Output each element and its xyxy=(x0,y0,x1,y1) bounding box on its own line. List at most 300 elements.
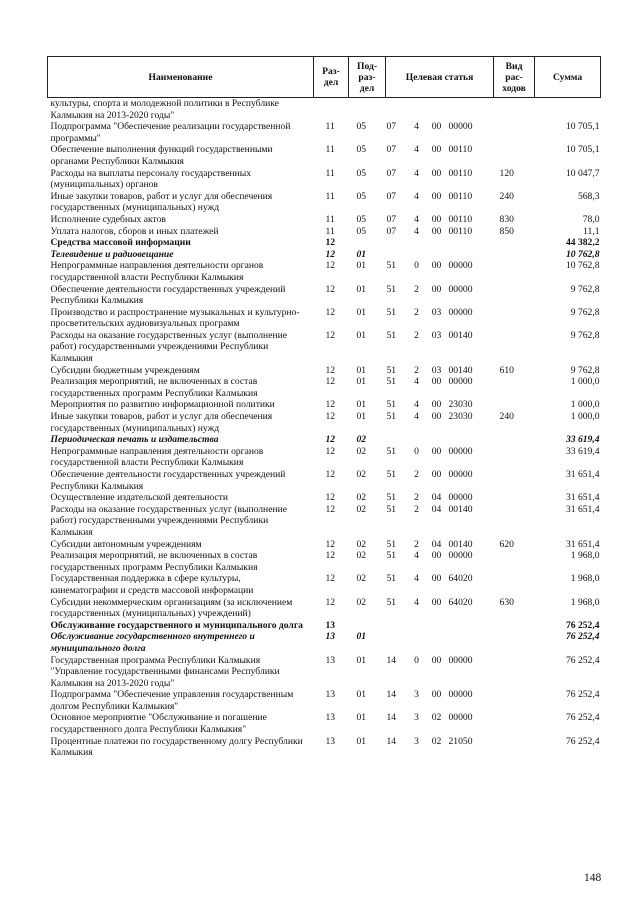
row-target-subprogram xyxy=(408,631,426,654)
table-row xyxy=(48,399,601,411)
row-name: Осуществление издательской деятельности xyxy=(50,492,229,504)
row-sum: 11,1 xyxy=(583,225,600,237)
row-target-subprogram: 4 xyxy=(414,213,419,225)
row-target-subprogram: 4 xyxy=(414,121,419,133)
row-name: Государственная поддержка в сфере культуры, кинематографии и средств массовой информации xyxy=(50,573,254,596)
row-target-program: 51 xyxy=(386,399,397,411)
row-sum: 10 047,7 xyxy=(565,167,600,179)
row-subsection: 01 xyxy=(356,631,367,643)
row-subsection: 05 xyxy=(356,144,367,156)
budget-table xyxy=(47,56,601,759)
row-section: 12 xyxy=(325,364,336,376)
row-subsection xyxy=(349,98,386,122)
row-subsection: 01 xyxy=(356,654,367,666)
table-row xyxy=(48,376,601,399)
row-subsection: 01 xyxy=(356,411,367,423)
row-name: Иные закупки товаров, работ и услуг для обеспечения государственных (муниципальных) нужд xyxy=(50,190,273,214)
row-target-event: 02 xyxy=(431,712,442,724)
row-target-direction: 00110 xyxy=(448,144,473,156)
row-target-subprogram: 2 xyxy=(414,329,419,341)
row-section: 12 xyxy=(325,248,336,260)
table-row xyxy=(48,736,601,759)
row-expense-type: 610 xyxy=(499,364,514,376)
row-name: Основное мероприятие "Обслуживание и погашение государственного долга Республики Калмыкия" xyxy=(50,712,267,736)
row-target-direction: 00000 xyxy=(448,260,473,272)
table-row xyxy=(48,98,601,122)
row-expense-type xyxy=(494,631,535,654)
row-target-program: 51 xyxy=(386,469,397,480)
row-target-subprogram xyxy=(408,434,426,446)
row-subsection: 02 xyxy=(356,538,367,550)
row-target-event xyxy=(426,631,448,654)
row-target-event: 00 xyxy=(431,167,442,179)
row-section: 12 xyxy=(325,260,336,272)
row-expense-type: 630 xyxy=(499,596,514,608)
row-target-direction: 00000 xyxy=(448,492,473,504)
row-subsection: 02 xyxy=(356,469,367,480)
row-target-direction: 00000 xyxy=(448,712,473,724)
row-target-event: 00 xyxy=(431,144,442,156)
row-name: Обеспечение деятельности государственных учреждений Республики Калмыкия xyxy=(50,283,286,307)
row-section: 11 xyxy=(325,121,335,133)
header-name: Наименование xyxy=(48,57,314,98)
row-target-direction: 00000 xyxy=(448,121,473,133)
row-target-program: 07 xyxy=(386,144,397,156)
table-row xyxy=(48,191,601,214)
row-target-direction: 00000 xyxy=(448,689,473,701)
row-sum: 76 252,4 xyxy=(565,654,600,666)
row-expense-type xyxy=(494,712,535,735)
page-number: 148 xyxy=(584,872,602,884)
row-target-subprogram xyxy=(408,249,426,261)
row-target-direction: 00110 xyxy=(448,167,473,179)
row-target-subprogram: 4 xyxy=(414,573,419,585)
row-section: 12 xyxy=(325,283,336,295)
row-target-direction: 00110 xyxy=(448,190,473,202)
row-sum: 1 968,0 xyxy=(570,550,600,562)
table-body xyxy=(48,98,601,759)
row-name: Расходы на оказание государственных услуг (выполнение работ) государственными учреждениями Республики Калмыкия xyxy=(50,503,287,538)
row-section: 13 xyxy=(325,712,336,724)
row-target-program: 51 xyxy=(386,329,397,341)
row-target-event: 04 xyxy=(431,538,442,550)
row-target-subprogram: 4 xyxy=(414,225,419,237)
row-target-direction: 00140 xyxy=(448,329,473,341)
row-sum: 33 619,4 xyxy=(565,434,600,446)
row-target-event: 04 xyxy=(431,492,442,504)
row-target-event: 00 xyxy=(431,550,442,562)
row-target-direction xyxy=(448,249,494,261)
row-target-subprogram: 3 xyxy=(414,735,419,747)
table-row xyxy=(48,121,601,144)
row-subsection: 02 xyxy=(356,550,367,562)
row-subsection: 05 xyxy=(356,213,367,225)
row-subsection: 01 xyxy=(356,735,367,747)
row-section xyxy=(314,98,349,122)
row-sum: 9 762,8 xyxy=(570,306,600,318)
row-subsection: 02 xyxy=(356,573,367,585)
row-expense-type: 830 xyxy=(499,213,514,225)
row-subsection xyxy=(349,237,386,249)
row-expense-type xyxy=(494,689,535,712)
row-sum: 76 252,4 xyxy=(565,689,600,701)
row-name: Субсидии бюджетным учреждениям xyxy=(50,364,200,376)
row-section: 12 xyxy=(325,573,336,585)
row-target-direction: 64020 xyxy=(448,573,473,585)
row-expense-type xyxy=(494,492,535,504)
row-target-subprogram: 2 xyxy=(414,538,419,550)
row-name: Мероприятия по развитию информационной политики xyxy=(50,399,275,411)
table-row xyxy=(48,284,601,307)
row-section: 12 xyxy=(325,306,336,318)
table-row xyxy=(48,631,601,654)
row-expense-type xyxy=(494,376,535,399)
row-target-direction xyxy=(448,434,494,446)
table-row xyxy=(48,469,601,492)
row-target-subprogram: 2 xyxy=(414,492,419,504)
row-target-program xyxy=(386,631,408,654)
row-target-direction: 00140 xyxy=(448,538,473,550)
row-target-event: 00 xyxy=(431,654,442,666)
row-target-direction: 00000 xyxy=(448,306,473,318)
row-section: 11 xyxy=(325,213,335,225)
row-sum: 10 705,1 xyxy=(565,121,600,133)
row-target-event: 00 xyxy=(431,411,442,423)
row-target-event: 03 xyxy=(431,306,442,318)
row-target-event: 04 xyxy=(431,503,442,515)
row-name: Реализация мероприятий, не включенных в состав государственных программ Республики Калмыкия xyxy=(50,550,258,573)
row-name: Субсидии автономным учреждениям xyxy=(50,538,202,550)
row-target-event xyxy=(426,98,448,122)
row-target-event: 00 xyxy=(431,213,442,225)
row-section: 11 xyxy=(325,167,335,179)
table-row xyxy=(48,597,601,620)
row-sum: 31 651,4 xyxy=(565,538,600,550)
row-target-direction: 00000 xyxy=(448,445,473,457)
row-sum: 1 968,0 xyxy=(570,596,600,608)
row-subsection: 01 xyxy=(356,712,367,724)
budget-table-page xyxy=(47,56,600,759)
row-name: культуры, спорта и молодежной политики в Республике Калмыкия на 2013-2020 годы" xyxy=(50,98,279,121)
row-target-event: 00 xyxy=(431,469,442,480)
row-target-subprogram: 4 xyxy=(414,399,419,411)
row-subsection: 05 xyxy=(356,121,367,133)
row-target-event: 00 xyxy=(431,225,442,237)
row-section: 12 xyxy=(325,550,336,562)
row-target-subprogram xyxy=(408,237,426,249)
row-target-direction: 00110 xyxy=(448,225,473,237)
row-subsection xyxy=(349,620,386,632)
row-subsection: 01 xyxy=(356,689,367,701)
row-name: Расходы на оказание государственных услуг (выполнение работ) государственными учреждениями Республики Калмыкия xyxy=(50,329,287,365)
row-section: 13 xyxy=(325,689,336,701)
row-target-event: 00 xyxy=(431,399,442,411)
row-target-event: 00 xyxy=(431,445,442,457)
row-subsection: 05 xyxy=(356,225,367,237)
row-target-event: 00 xyxy=(431,260,442,272)
row-subsection: 01 xyxy=(356,329,367,341)
row-expense-type xyxy=(494,260,535,283)
row-name: Процентные платежи по государственному долгу Республики Калмыкия xyxy=(50,735,303,759)
table-row xyxy=(48,446,601,469)
row-sum: 10 762,8 xyxy=(565,248,600,260)
table-row xyxy=(48,492,601,504)
row-section: 12 xyxy=(325,596,336,608)
row-target-direction xyxy=(448,631,494,654)
table-row xyxy=(48,434,601,446)
row-expense-type xyxy=(494,655,535,690)
row-section: 13 xyxy=(325,631,336,643)
row-target-program: 51 xyxy=(386,306,397,318)
row-name: Исполнение судебных актов xyxy=(50,213,166,225)
row-target-program: 14 xyxy=(386,735,397,747)
row-target-subprogram: 4 xyxy=(414,550,419,562)
row-expense-type xyxy=(494,469,535,492)
row-sum: 76 252,4 xyxy=(565,619,600,631)
table-row xyxy=(48,573,601,596)
row-sum: 9 762,8 xyxy=(570,329,600,341)
row-subsection: 02 xyxy=(356,503,367,515)
table-row xyxy=(48,144,601,167)
table-row xyxy=(48,249,601,261)
header-target-article: Целевая статья xyxy=(386,57,494,98)
row-sum: 568,3 xyxy=(577,190,600,202)
row-target-subprogram: 3 xyxy=(414,689,419,701)
row-expense-type xyxy=(494,550,535,573)
table-row xyxy=(48,655,601,690)
row-sum: 76 252,4 xyxy=(565,631,600,643)
row-target-event: 00 xyxy=(431,596,442,608)
row-name: Подпрограмма "Обеспечение управления государственным долгом Республики Калмыкия" xyxy=(50,689,294,712)
row-target-program: 51 xyxy=(386,573,397,585)
row-subsection: 01 xyxy=(356,376,367,388)
header-sum: Сумма xyxy=(535,57,601,98)
row-sum: 10 762,8 xyxy=(565,260,600,272)
row-expense-type xyxy=(494,399,535,411)
row-target-direction: 64020 xyxy=(448,596,473,608)
row-subsection: 01 xyxy=(356,283,367,295)
row-sum: 1 000,0 xyxy=(570,376,600,388)
row-sum: 31 651,4 xyxy=(565,469,600,480)
row-target-event: 00 xyxy=(431,121,442,133)
row-expense-type xyxy=(494,98,535,122)
row-target-subprogram: 2 xyxy=(414,364,419,376)
row-expense-type: 120 xyxy=(499,167,514,179)
row-name: Телевидение и радиовещание xyxy=(50,248,174,260)
row-name: Уплата налогов, сборов и иных платежей xyxy=(50,225,219,237)
row-target-subprogram: 2 xyxy=(414,306,419,318)
row-name: Непрограммные направления деятельности органов государственной власти Республики Калмыкия xyxy=(50,260,264,283)
row-sum: 44 382,2 xyxy=(565,237,600,249)
row-subsection: 02 xyxy=(356,434,367,446)
table-row xyxy=(48,550,601,573)
header-section: Раз- дел xyxy=(314,57,349,98)
row-target-subprogram: 2 xyxy=(414,283,419,295)
row-section: 12 xyxy=(325,503,336,515)
table-row xyxy=(48,689,601,712)
table-row xyxy=(48,237,601,249)
row-expense-type: 240 xyxy=(499,411,514,423)
row-target-direction: 00000 xyxy=(448,550,473,562)
row-subsection: 05 xyxy=(356,167,367,179)
row-target-program: 51 xyxy=(386,411,397,423)
row-target-program: 51 xyxy=(386,550,397,562)
row-expense-type xyxy=(494,249,535,261)
row-target-program xyxy=(386,434,408,446)
row-target-subprogram: 2 xyxy=(414,503,419,515)
row-target-program: 07 xyxy=(386,213,397,225)
row-subsection: 01 xyxy=(356,399,367,411)
row-sum: 1 968,0 xyxy=(570,573,600,585)
row-subsection: 01 xyxy=(356,364,367,376)
row-target-event xyxy=(426,237,448,249)
row-name: Иные закупки товаров, работ и услуг для обеспечения государственных (муниципальных) нужд xyxy=(50,411,273,434)
row-target-subprogram xyxy=(408,620,426,632)
row-sum: 9 762,8 xyxy=(570,283,600,295)
row-target-event xyxy=(426,249,448,261)
row-name: Расходы на выплаты персоналу государственных (муниципальных) органов xyxy=(50,167,252,191)
row-target-direction: 00000 xyxy=(448,283,473,295)
row-expense-type: 620 xyxy=(499,538,514,550)
row-sum: 31 651,4 xyxy=(565,503,600,515)
row-sum: 1 000,0 xyxy=(570,399,600,411)
table-row xyxy=(48,168,601,191)
row-subsection: 02 xyxy=(356,445,367,457)
row-target-event: 03 xyxy=(431,364,442,376)
row-target-event xyxy=(426,434,448,446)
table-row xyxy=(48,330,601,365)
row-target-event: 03 xyxy=(431,329,442,341)
row-target-event: 00 xyxy=(431,376,442,388)
row-expense-type xyxy=(494,144,535,167)
row-name: Обслуживание государственного и муниципального долга xyxy=(50,619,303,631)
row-name: Непрограммные направления деятельности органов государственной власти Республики Калмыкия xyxy=(50,445,264,469)
row-name: Обеспечение выполнения функций государственными органами Республики Калмыкия xyxy=(50,144,273,167)
row-target-subprogram: 0 xyxy=(414,445,419,457)
row-sum: 9 762,8 xyxy=(570,364,600,376)
table-row xyxy=(48,504,601,539)
row-sum: 78,0 xyxy=(582,213,600,225)
table-row xyxy=(48,226,601,238)
row-target-subprogram: 0 xyxy=(414,654,419,666)
row-target-program: 07 xyxy=(386,121,397,133)
row-target-program: 51 xyxy=(386,283,397,295)
row-sum xyxy=(535,98,601,122)
row-target-program xyxy=(386,237,408,249)
row-target-subprogram: 2 xyxy=(414,469,419,480)
table-row xyxy=(48,214,601,226)
row-sum: 10 705,1 xyxy=(565,144,600,156)
row-sum: 76 252,4 xyxy=(565,735,600,747)
row-target-subprogram: 4 xyxy=(414,411,419,423)
row-sum: 76 252,4 xyxy=(565,712,600,724)
row-subsection: 05 xyxy=(356,190,367,202)
row-target-subprogram: 4 xyxy=(414,167,419,179)
row-subsection: 02 xyxy=(356,596,367,608)
row-target-direction: 00140 xyxy=(448,364,473,376)
row-target-event: 00 xyxy=(431,190,442,202)
row-target-subprogram: 4 xyxy=(414,596,419,608)
row-target-subprogram xyxy=(408,98,426,122)
row-target-event: 00 xyxy=(431,573,442,585)
row-sum: 31 651,4 xyxy=(565,492,600,504)
row-target-subprogram: 0 xyxy=(414,260,419,272)
table-row xyxy=(48,620,601,632)
row-target-event xyxy=(426,620,448,632)
row-target-program: 51 xyxy=(386,445,397,457)
row-name: Подпрограмма "Обеспечение реализации государственной программы" xyxy=(50,121,291,144)
row-target-direction xyxy=(448,620,494,632)
row-target-program: 51 xyxy=(386,596,397,608)
row-target-program xyxy=(386,98,408,122)
row-name: Обслуживание государственного внутреннего и муниципального долга xyxy=(50,631,255,654)
table-row xyxy=(48,365,601,377)
row-target-program: 07 xyxy=(386,167,397,179)
row-sum: 1 000,0 xyxy=(570,411,600,423)
row-target-program: 07 xyxy=(386,225,397,237)
row-section: 13 xyxy=(325,735,336,747)
row-target-program: 07 xyxy=(386,190,397,202)
row-expense-type xyxy=(494,573,535,596)
row-target-program: 14 xyxy=(386,689,397,701)
row-name: Обеспечение деятельности государственных учреждений Республики Калмыкия xyxy=(50,469,286,492)
row-expense-type xyxy=(494,121,535,144)
row-target-program: 51 xyxy=(386,503,397,515)
row-target-program: 51 xyxy=(386,260,397,272)
row-target-program: 51 xyxy=(386,376,397,388)
row-target-program: 51 xyxy=(386,492,397,504)
row-target-direction xyxy=(448,237,494,249)
row-section: 12 xyxy=(325,469,336,480)
row-target-direction: 00000 xyxy=(448,469,473,480)
row-target-direction: 23030 xyxy=(448,411,473,423)
row-expense-type xyxy=(494,330,535,365)
row-name: Средства массовой информации xyxy=(50,237,191,249)
row-section: 12 xyxy=(325,399,336,411)
row-target-direction xyxy=(448,98,494,122)
table-header xyxy=(48,57,601,98)
row-expense-type xyxy=(494,620,535,632)
row-section: 12 xyxy=(325,434,336,446)
row-subsection: 02 xyxy=(356,492,367,504)
row-sum: 33 619,4 xyxy=(565,445,600,457)
table-row xyxy=(48,260,601,283)
row-target-program: 51 xyxy=(386,364,397,376)
row-target-event: 02 xyxy=(431,735,442,747)
row-target-direction: 00000 xyxy=(448,654,473,666)
row-section: 12 xyxy=(325,411,336,423)
row-section: 12 xyxy=(325,376,336,388)
row-target-subprogram: 4 xyxy=(414,144,419,156)
row-target-direction: 21050 xyxy=(448,735,473,747)
row-expense-type: 850 xyxy=(499,225,514,237)
row-target-direction: 00110 xyxy=(448,213,473,225)
row-expense-type xyxy=(494,284,535,307)
row-expense-type xyxy=(494,237,535,249)
header-subsection: Под- раз- дел xyxy=(349,57,386,98)
row-name: Периодическая печать и издательства xyxy=(50,434,219,446)
row-expense-type xyxy=(494,736,535,759)
row-expense-type xyxy=(494,504,535,539)
row-section: 12 xyxy=(325,237,336,249)
table-row xyxy=(48,539,601,551)
row-name: Производство и распространение музыкальных и культурно-просветительских аудиовизуальных программ xyxy=(50,306,300,330)
row-target-subprogram: 4 xyxy=(414,376,419,388)
row-section: 11 xyxy=(325,144,335,156)
row-expense-type xyxy=(494,434,535,446)
row-target-direction: 00000 xyxy=(448,376,473,388)
row-target-event: 00 xyxy=(431,689,442,701)
